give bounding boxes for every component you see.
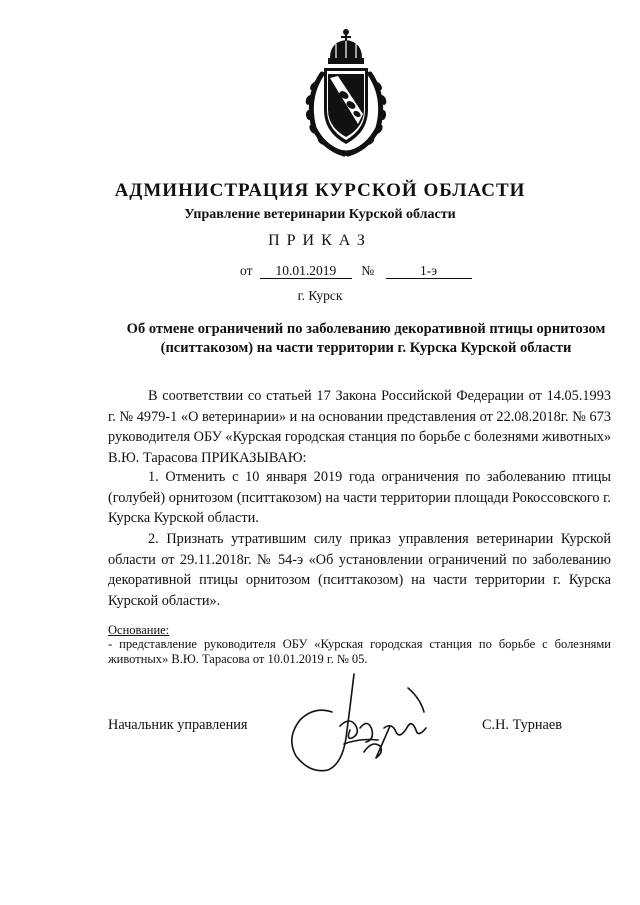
signatory-name: С.Н. Турнаев — [482, 717, 562, 733]
organization-subtitle: Управление ветеринарии Курской области — [184, 207, 456, 222]
document-type: ПРИКАЗ — [268, 232, 372, 249]
signatory-position: Начальник управления — [108, 717, 248, 733]
date-prefix: от — [240, 263, 253, 278]
number-prefix: № — [361, 263, 375, 278]
document-number: 1-э — [386, 263, 472, 279]
basis-label: Основание: — [108, 623, 170, 637]
document-date: 10.01.2019 — [260, 263, 352, 279]
coat-of-arms-icon — [300, 28, 392, 160]
signature-image — [280, 668, 440, 778]
basis-text: - представление руководителя ОБУ «Курская городская станция по борьбе с болезнями животных» В.Ю. Тарасова от 10.01.2019 г. № 05. — [108, 637, 611, 666]
body-paragraph-3: 2. Признать утратившим силу приказ управления ветеринарии Курской области от 29.11.2018г. № 54-э «Об установлении ограничений по заболеванию декоративной птицы орнитозом (пситтакозом) на части территории г. Курска Курской области». — [108, 531, 611, 609]
organization-title: АДМИНИСТРАЦИЯ КУРСКОЙ ОБЛАСТИ — [114, 180, 526, 201]
body-paragraph-1: В соответствии со статьей 17 Закона Российской Федерации от 14.05.1993 г. № 4979-1 «О ветеринарии» и на основании представления от 22.08.2018г. № 673 руководителя ОБУ «Курская городская станция по борьбе с болезнями животных» В.Ю. Тарасова ПРИКАЗЫВАЮ: — [108, 388, 611, 466]
body-paragraph-2: 1. Отменить с 10 января 2019 года ограничения по заболеванию птицы (голубей) орнитозом (пситтакозом) на части территории площади Рокоссовского г. Курска Курской области. — [108, 469, 611, 527]
city: г. Курск — [297, 288, 343, 303]
date-number-line — [240, 263, 472, 279]
document-subject: Об отмене ограничений по заболеванию декоративной птицы орнитозом (пситтакозом) на части территории г. Курска Курской области — [126, 321, 606, 356]
